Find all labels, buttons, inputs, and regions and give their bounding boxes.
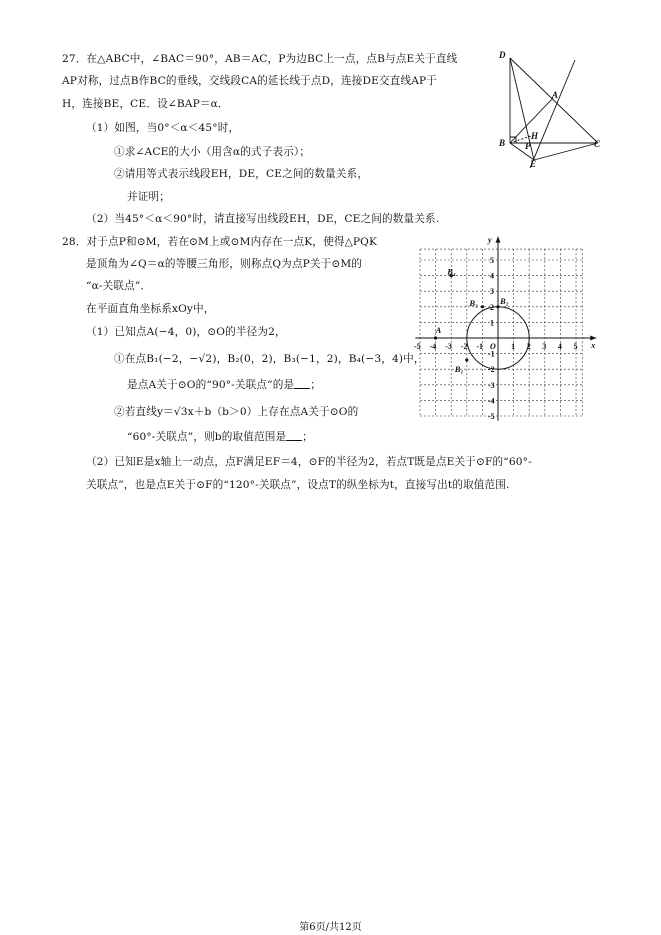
q28-sub1b-text: 是点A关于⊙O的“90°-关联点”的是 xyxy=(127,379,295,391)
q27-sub1: ①求∠ACE的大小（用含α的式子表示）； xyxy=(114,146,311,158)
x-tick-label: 1 xyxy=(511,342,516,351)
y-tick-label: -1 xyxy=(488,349,495,359)
marks xyxy=(434,267,529,374)
point-label-B2: B₂ xyxy=(500,295,509,306)
fig-label-D: D xyxy=(499,50,506,60)
y-tick-label: -2 xyxy=(488,365,495,375)
point-label-B3: B₃ xyxy=(469,297,479,308)
q28-sub1b-end: ； xyxy=(310,379,321,391)
fig-label-P: P xyxy=(525,141,531,151)
q28-part1: （1）已知点A(−4，0)，⊙O的半径为2， xyxy=(86,326,286,338)
y-tick-label: 3 xyxy=(490,287,494,297)
page-footer: 第6页/共12页 xyxy=(299,922,362,933)
q27-part2: （2）当45°＜α＜90°时，请直接写出线段EH，DE，CE之间的数量关系. xyxy=(86,213,440,225)
x-tick-label: 4 xyxy=(557,342,562,351)
q28-sub2b-text: “60°-关联点”，则b的取值范围是 xyxy=(127,431,287,443)
x-axis-label: x xyxy=(591,341,596,350)
y-tick-label: 2 xyxy=(490,302,494,312)
y-tick-label: -5 xyxy=(488,412,495,421)
point-A xyxy=(434,336,437,339)
y-tick-label: 4 xyxy=(490,271,494,281)
q28-sub1a: ①在点B₁(−2，−√2)，B₂(0，2)，B₃(−1，2)，B₄(−3，4)中， xyxy=(114,353,425,365)
x-axis-arrow xyxy=(590,336,596,341)
fig-label-H: H xyxy=(531,131,539,141)
point-B3 xyxy=(481,305,484,308)
q27-line3: H，连接BE，CE．设∠BAP＝α． xyxy=(62,98,229,110)
x-tick-label: -1 xyxy=(476,342,484,351)
q28-line1: 28．对于点P和⊙M，若在⊙M上或⊙M内存在一点K，使得△PQK xyxy=(62,236,378,248)
y-tick-label: 5 xyxy=(490,256,494,265)
x-tick-label: -4 xyxy=(429,342,437,351)
grid-lines xyxy=(420,249,582,416)
q28-sub2a: ②若直线y＝√3x＋b（b＞0）上存在点A关于⊙O的 xyxy=(114,406,359,418)
fig-label-A: A xyxy=(552,90,559,100)
x-tick-label: 5 xyxy=(573,342,578,351)
fig-label-E: E xyxy=(530,159,537,169)
origin-label: O xyxy=(490,342,496,351)
x-tick-label: -2 xyxy=(460,342,468,351)
answer-blank-2[interactable] xyxy=(286,430,302,441)
q28-part2b: 关联点”，也是点E关于⊙F的“120°-关联点”，设点T的纵坐标为t，直接写出t的取值范围. xyxy=(86,479,510,491)
q27-part1: （1）如图，当0°＜α＜45°时， xyxy=(86,122,240,134)
fig-label-B: B xyxy=(499,138,506,148)
q27-line1: 27．在△ABC中，∠BAC＝90°，AB＝AC，P为边BC上一点，点B与点E关于直线 xyxy=(62,53,458,65)
q27-line2: AP对称，过点B作BC的垂线，交线段CA的延长线于点D，连接DE交直线AP于 xyxy=(62,75,438,87)
fig-label-C: C xyxy=(594,139,601,149)
seg-DC xyxy=(510,58,598,143)
y-axis-arrow xyxy=(496,237,501,243)
q28-coordinate-graph xyxy=(414,232,606,421)
q27-figure xyxy=(490,46,610,176)
answer-blank-1[interactable] xyxy=(294,378,310,389)
point-B1 xyxy=(465,358,468,361)
y-axis-label: y xyxy=(488,235,492,245)
q28-line4: 在平面直角坐标系xOy中， xyxy=(86,303,215,315)
q27-sub2: ②请用等式表示线段EH，DE，CE之间的数量关系， xyxy=(114,168,369,180)
point-label-B4: B₄ xyxy=(447,266,456,277)
q27-sub2b: 并证明； xyxy=(127,191,170,203)
q28-sub2b xyxy=(127,430,313,444)
x-tick-label: -3 xyxy=(445,342,452,351)
q28-sub1b xyxy=(127,378,321,392)
q28-sub2b-end: ； xyxy=(302,431,313,443)
q28-line3: “α-关联点”． xyxy=(86,280,152,292)
axes xyxy=(415,237,596,421)
point-label-A: A xyxy=(435,325,442,335)
y-tick-label: -4 xyxy=(488,396,495,406)
x-tick-label: -5 xyxy=(414,342,421,351)
x-tick-label: 3 xyxy=(542,342,547,351)
x-tick-label: 2 xyxy=(526,342,531,351)
y-tick-label: -3 xyxy=(488,380,495,390)
q28-line2: 是顶角为∠Q＝α的等腰三角形，则称点Q为点P关于⊙M的 xyxy=(86,258,363,270)
q28-part2a: （2）已知E是x轴上一动点，点F满足EF＝4，⊙F的半径为2，若点T既是点E关于⊙F的“60°- xyxy=(86,456,532,468)
seg-CE xyxy=(534,143,598,160)
y-tick-label: 1 xyxy=(490,318,494,328)
point-label-B1: B₁ xyxy=(454,364,464,375)
